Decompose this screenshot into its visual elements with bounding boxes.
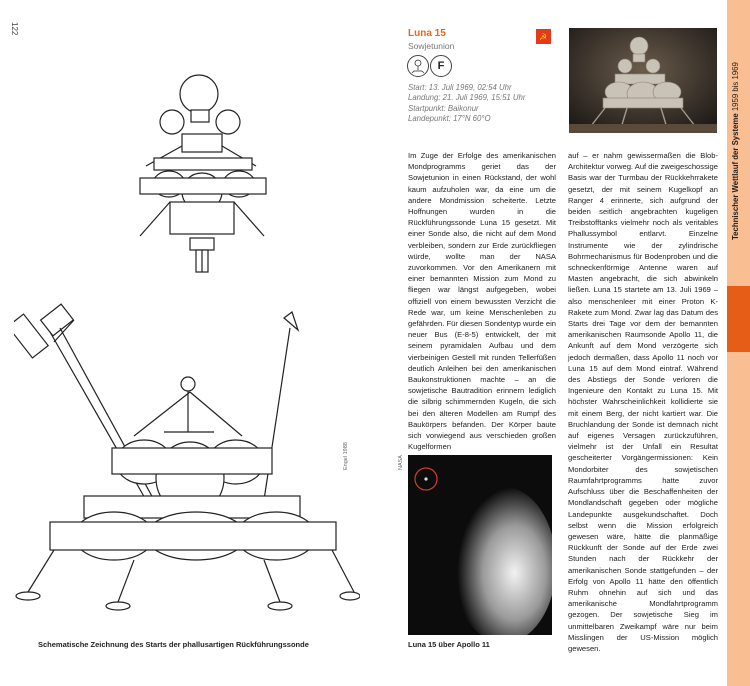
probe-photo bbox=[569, 28, 717, 133]
chapter-marker bbox=[727, 286, 750, 352]
fact-start: Start: 13. Juli 1969, 02:54 Uhr bbox=[408, 83, 512, 92]
figure-caption-right: Luna 15 über Apollo 11 bbox=[408, 640, 490, 649]
figure-credit-right: NASA bbox=[398, 455, 404, 470]
fact-landing-site: Landepunkt: 17°N 60°O bbox=[408, 114, 491, 124]
chapter-title-text: Technischer Wettlauf der Systeme bbox=[731, 113, 740, 240]
mission-title: Luna 15 bbox=[408, 28, 446, 39]
figure-caption-left: Schematische Zeichnung des Starts der phallusartigen Rückführungssonde bbox=[38, 640, 309, 649]
body-text-column-2: auf – er nahm gewissermaßen die Blob-Architektur vorweg. Auf die zweigeschossige Basis war der Turmbau der Rückkehrrakete gesetzt, der mit seinem Kugelkopf an Ranger 4 erinnerte, sich aufgrund der beiden seitlich angebrachten kugeligen Treibstofftanks vielmehr noch als veritables Phallussymbol entlarvt. Einzelne Instrumente wie der zylindrische Bohrmechanismus für Bodenproben und die schneckenförmige Antenne waren auf Masten angebracht, die sich abwinkeln ließen. Luna 15 startete am 13. Juli 1969 – also menschenleer mit einer Proton K-Rakete zum Mond. Zwar lag das Datum des Starts drei Tage vor dem der bemannten amerikanischen Raumsonde Apollo 11, die Ankunft auf dem Mond verzögerte sich jedoch dermaßen, dass Apollo 11 noch vor Luna 15 auf dem Mond eintraf. Während des Abstiegs der Sonde verloren die Ingenieure den Kontakt zu Luna 15. Mit höchster Wahrscheinlichkeit kollidierte sie mit einem Berg, der nicht kartiert war. Die Bruchlandung der Sonde ist demnach nicht auf eigenes Versagen zurückzuführen, vielmehr ist der Unfall ein Resultat gescheiterter Vorgängermissionen: Kein Mondorbiter des sowjetischen Raumfahrtprogramms hatte zuvor Aufschluss über die Beschaffenheiten der Mondlandschaft gegeben oder mögliche Landepunkte ausgekundschaftet. Doch selbst wenn die Mission erfolgreich gewesen wäre, hätte die planmäßige Rückkunft der Sonde auf der Erde zwei Stunden nach der Rückkehr der amerikanischen Sonde stattgefunden – der Erfolg von Apollo 11 hätte den öffentlich Ruhm ohnehin auf sich und das amerikanische Mondfahrtprogramm gezogen. Der sowjetische Sieg im unmittelbaren Zweikampf wäre nur beim Misslingen der US-Mission möglich gewesen. bbox=[568, 151, 718, 653]
mission-status-icon: F bbox=[430, 55, 452, 77]
chapter-title bbox=[731, 62, 740, 240]
mission-facts bbox=[408, 83, 558, 125]
probe-type-icon bbox=[407, 55, 429, 77]
apollo-photo bbox=[408, 455, 552, 635]
page-number-left: 122 bbox=[10, 22, 19, 36]
body-text-column-1: Im Zuge der Erfolge des amerikanischen Mondprogramms geriet das der Sowjetunion in einen Rückstand, der wohl kaum aufzuholen war, da eine um die andere Mondmission scheiterte. Letzte Hoffnungen wurden in die Rückführungssonde Luna 15 gesetzt. Mit einer Sonde also, die nicht auf dem Mond verbleiben, sondern zur Erde zurückfliegen würde, wollte man der NASA zuvorkommen. Vor den Amerikanern mit einer bemannten Mission zum Mond zu fliegen war längst aufgegeben, wobei offiziell von einem bewussten Verzicht die Rede war, um keine Menschenleben zu gefährden. Für diesen Sondentyp wurde ein neuer Bus (E-8-5) entwickelt, der mit seinem pyramidalen Aufbau und dem vierbeinigen Gestell mit runden Tellerfüßen deutlich Anleihen bei den amerikanischen Baukonstruktionen machte – an die sowjetische Bautradition erinnern lediglich die silbrig schimmernden Kugeln, die sich bei den älteren Modellen am Rumpf des Baukörpers befanden. Der Körper baute sich vorwiegend aus verschieden großen Kugelformen bbox=[408, 151, 556, 452]
fact-landing: Landung: 21. Juli 1969, 15:51 Uhr bbox=[408, 93, 526, 103]
fact-launch-site: Startpunkt: Baikonur bbox=[408, 103, 479, 113]
chapter-years: 1959 bis 1969 bbox=[731, 62, 740, 112]
probe-schematic-drawing bbox=[14, 60, 360, 620]
soviet-flag-icon bbox=[536, 29, 551, 44]
figure-credit-left: Engel 1988 bbox=[343, 442, 349, 470]
svg-text:☭: ☭ bbox=[539, 33, 548, 43]
mission-country: Sowjetunion bbox=[408, 41, 455, 51]
